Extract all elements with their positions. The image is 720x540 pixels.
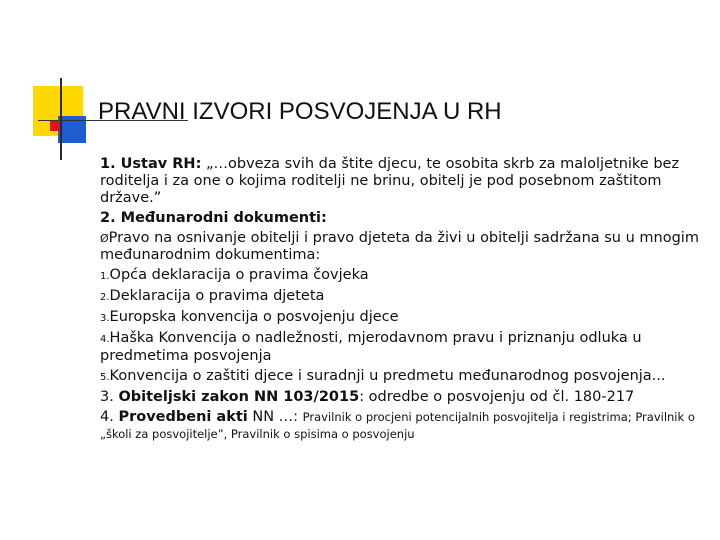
intl-heading: 2. Međunarodni dokumenti: bbox=[100, 210, 327, 226]
list-item-text: Deklaracija o pravima djeteta bbox=[109, 288, 325, 304]
obiteljski-rest: : odredbe o posvojenju od čl. 180-217 bbox=[359, 389, 635, 405]
list-item-number: 4. bbox=[100, 334, 110, 345]
obiteljski-paragraph bbox=[100, 389, 700, 406]
provedbeni-paragraph bbox=[100, 409, 700, 443]
ustav-text: „…obveza svih da štite djecu, te osobita skrb za maloljetnike bez roditelja i za one o kojima roditelji ne brinu, obitelj je pod posebnom zaštitom države.” bbox=[100, 156, 680, 206]
list-item-text: Opća deklaracija o pravima čovjeka bbox=[109, 267, 369, 283]
list-item-number: 3. bbox=[100, 313, 110, 324]
provedbeni-label: Provedbeni akti bbox=[118, 409, 248, 425]
provedbeni-prefix: 4. bbox=[100, 409, 119, 425]
intl-intro-paragraph bbox=[100, 230, 700, 264]
list-item bbox=[100, 309, 700, 327]
slide-content bbox=[100, 156, 700, 443]
ustav-paragraph bbox=[100, 156, 700, 207]
list-item-text: Haška Konvencija o nadležnosti, mjerodavnom pravu i priznanju odluka u predmetima posvojenja bbox=[100, 330, 642, 364]
list-item bbox=[100, 288, 700, 306]
obiteljski-prefix: 3. bbox=[100, 389, 119, 405]
provedbeni-mid: NN …: bbox=[247, 409, 303, 425]
slide-title: PRAVNI IZVORI POSVOJENJA U RH bbox=[98, 98, 502, 125]
list-item bbox=[100, 368, 700, 386]
arrow-bullet-icon: Ø bbox=[100, 232, 109, 245]
list-item-number: 5. bbox=[100, 372, 110, 383]
provedbeni-pravilnici: Pravilnik o procjeni potencijalnih posvojitelja i registrima; Pravilnik o „školi za posvojitelje”, Pravilnik o spisima o posvojenju bbox=[100, 410, 695, 441]
decor-vertical-line bbox=[60, 78, 62, 160]
ustav-label: 1. Ustav RH: bbox=[100, 156, 202, 172]
list-item bbox=[100, 267, 700, 285]
decor-red-square bbox=[50, 121, 59, 131]
list-item-number: 2. bbox=[100, 292, 110, 303]
intl-intro: Pravo na osnivanje obitelji i pravo djeteta da živi u obitelji sadržana su u mnogim međunarodnim dokumentima: bbox=[100, 230, 699, 263]
list-item bbox=[100, 330, 700, 365]
obiteljski-law: Obiteljski zakon NN 103/2015 bbox=[118, 389, 360, 405]
list-item-number: 1. bbox=[100, 271, 110, 282]
list-item-text: Europska konvencija o posvojenju djece bbox=[109, 309, 399, 325]
list-item-text: Konvencija o zaštiti djece i suradnji u predmetu međunarodnog posvojenja... bbox=[109, 368, 666, 384]
